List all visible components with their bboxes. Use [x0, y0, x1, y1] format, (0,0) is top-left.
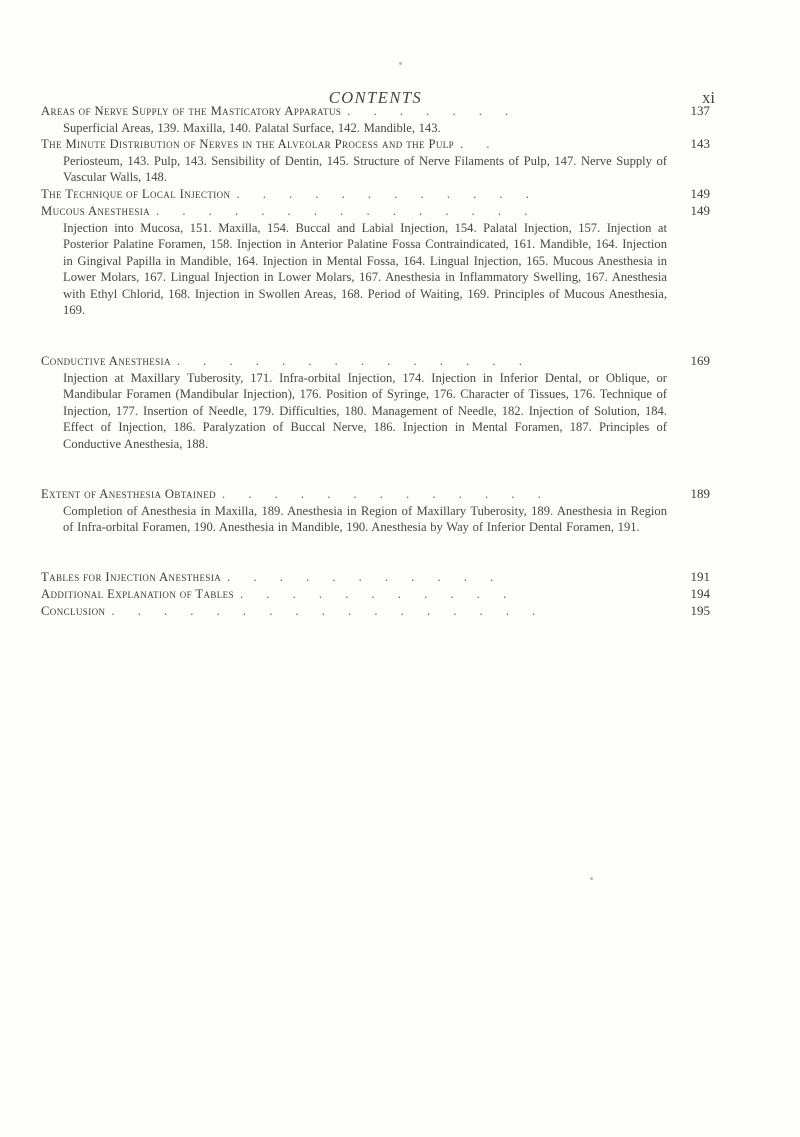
toc-page-number: 191 — [690, 569, 710, 584]
toc-page-number: 194 — [690, 586, 710, 601]
dot-leader: . . . . . . . . . . . — [240, 587, 517, 601]
toc-heading[interactable] — [41, 569, 710, 586]
toc-subentries: Injection at Maxillary Tuberosity, 171. Infra-orbital Injection, 174. Injection in Inferior Dental, or Oblique, or Mandibular Foramen (Mandibular Injection), 176. Position of Syringe, 176. Character of Tissues, 176. Technique of Injection, 177. Insertion of Needle, 179. Difficulties, 180. Management of Needle, 182. Injection of Solution, 184. Effect of Injection, 186. Paralyzation of Buccal Nerve, 186. Injection in Mental Foramen, 187. Principles of Conductive Anesthesia, 188. — [63, 370, 667, 451]
toc-heading-label: The Minute Distribution of Nerves in the Alveolar Process and the Pulp — [41, 137, 455, 151]
toc-entry — [41, 569, 710, 586]
toc-heading-label: Extent of Anesthesia Obtained — [41, 487, 217, 501]
toc-heading-label: The Technique of Local Injection — [41, 187, 231, 201]
toc-page-number: 195 — [690, 603, 710, 618]
page-number: xi — [702, 88, 715, 107]
toc-page-number: 189 — [690, 486, 710, 501]
toc-entry — [41, 353, 710, 452]
toc-page-number: 169 — [690, 353, 710, 368]
dot-leader: . . — [460, 137, 500, 151]
dot-leader: . . . . . . . . . . . . . . . . . — [111, 604, 546, 618]
toc-heading[interactable] — [41, 103, 710, 120]
toc-heading[interactable] — [41, 586, 710, 603]
dot-leader: . . . . . . . . . . . . . — [222, 487, 551, 501]
toc-subentries: Injection into Mucosa, 151. Maxilla, 154. Buccal and Labial Injection, 154. Palatal Injection, 157. Injection at Posterior Palatine Foramen, 158. Injection in Anterior Palatine Fossa Contraindicated, 161. Mandible, 164. Injection in Gingival Papilla in Mandible, 164. Injection in Mental Fossa, 164. Lingual Injection, 165. Mucous Anesthesia in Lower Molars, 167. Lingual Injection in Lower Molars, 167. Anesthesia in Inflammatory Swelling, 167. Anesthesia with Ethyl Chlorid, 168. Injection in Swollen Areas, 168. Period of Waiting, 169. Principles of Mucous Anesthesia, 169. — [63, 220, 667, 317]
dot-leader: . . . . . . . . . . . . — [236, 187, 539, 201]
toc-subentries: Periosteum, 143. Pulp, 143. Sensibility of Dentin, 145. Structure of Nerve Filaments of Pulp, 147. Nerve Supply of Vascular Walls, 148. — [63, 153, 667, 184]
toc-heading-label: Mucous Anesthesia — [41, 204, 151, 218]
toc-entry — [41, 486, 710, 536]
toc-page-number: 149 — [690, 186, 710, 201]
toc-page-number: 137 — [690, 103, 710, 118]
toc-page-number: 143 — [690, 136, 710, 151]
toc-page — [41, 0, 715, 618]
dot-leader: . . . . . . . — [347, 104, 519, 118]
toc-page-number: 149 — [690, 203, 710, 218]
running-header — [41, 0, 715, 108]
dot-leader: . . . . . . . . . . . . . . . — [156, 204, 538, 218]
toc-heading[interactable] — [41, 353, 710, 370]
toc-entry — [41, 136, 710, 186]
toc-heading-label: Tables for Injection Anesthesia — [41, 570, 222, 584]
toc-heading[interactable] — [41, 486, 710, 503]
toc-entry — [41, 186, 710, 203]
toc-heading[interactable] — [41, 136, 710, 153]
toc-heading-label: Areas of Nerve Supply of the Masticatory Apparatus — [41, 104, 342, 118]
toc-heading[interactable] — [41, 203, 710, 220]
page-title: CONTENTS — [328, 88, 423, 107]
toc-entry — [41, 203, 710, 319]
toc-subentries: Superficial Areas, 139. Maxilla, 140. Palatal Surface, 142. Mandible, 143. — [63, 120, 441, 135]
toc-heading-label: Conductive Anesthesia — [41, 354, 171, 368]
toc-entry — [41, 603, 710, 620]
toc-entry — [41, 103, 710, 136]
toc-heading-label: Conclusion — [41, 604, 106, 618]
toc-subentries: Completion of Anesthesia in Maxilla, 189. Anesthesia in Region of Maxillary Tuberosity, 189. Anesthesia in Region of Infra-orbital Foramen, 190. Anesthesia in Mandible, 190. Anesthesia by Way of Inferior Dental Foramen, 191. — [63, 503, 667, 534]
print-speck — [590, 877, 593, 880]
print-speck — [399, 62, 402, 65]
toc-entry — [41, 586, 710, 603]
dot-leader: . . . . . . . . . . . . . . — [176, 354, 532, 368]
toc-heading-label: Additional Explanation of Tables — [41, 587, 234, 601]
dot-leader: . . . . . . . . . . . — [227, 570, 504, 584]
toc-heading[interactable] — [41, 603, 710, 620]
toc-heading[interactable] — [41, 186, 710, 203]
